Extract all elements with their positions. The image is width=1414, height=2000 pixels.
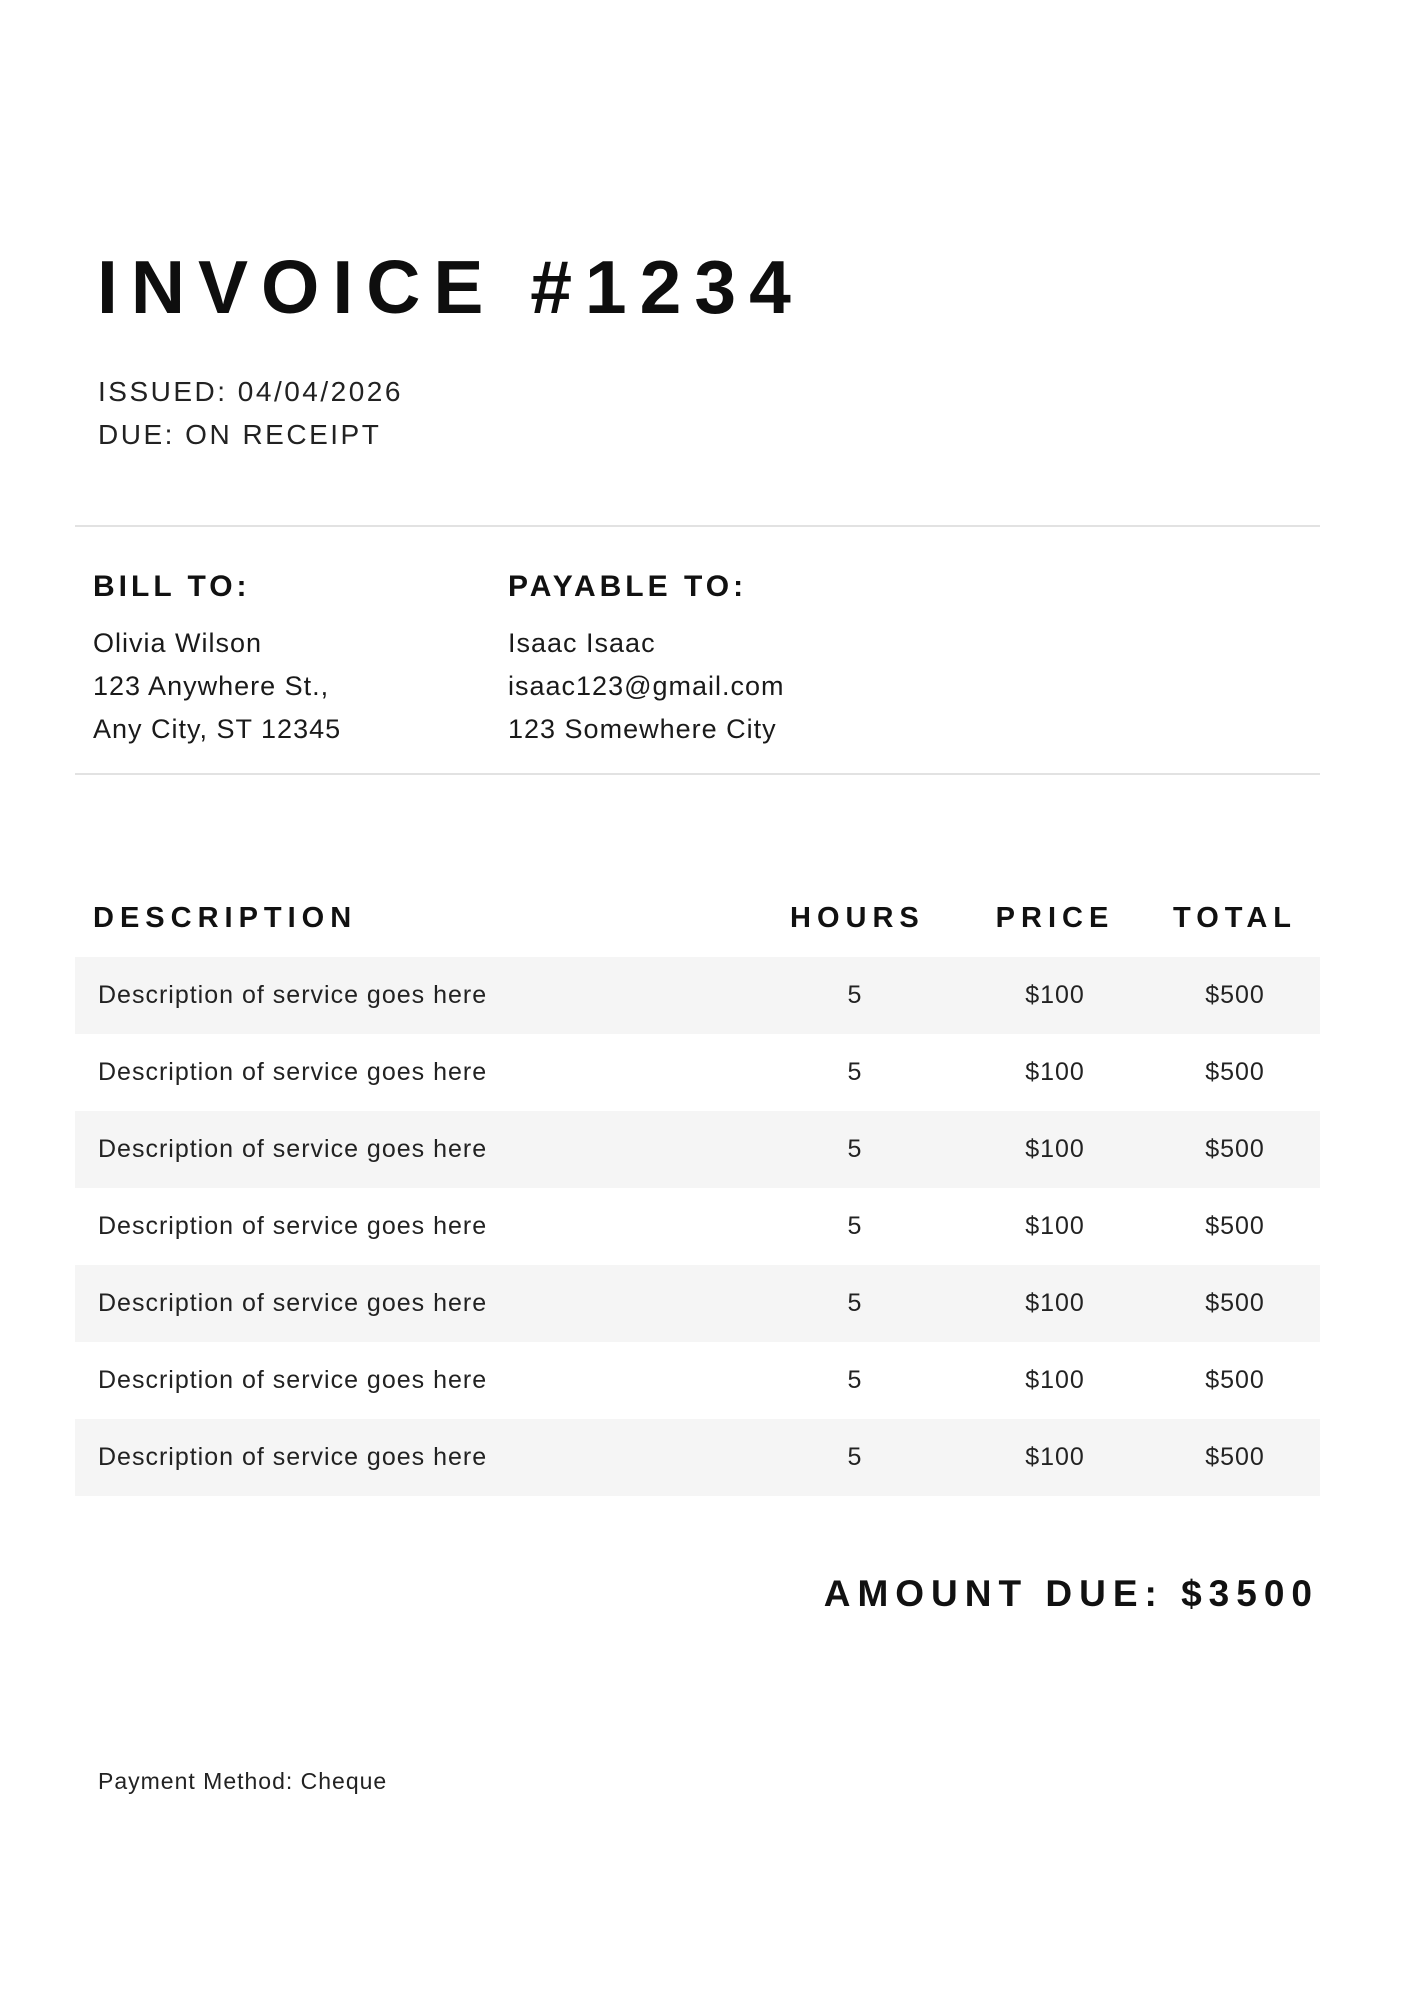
row-price: $100 [1025,1443,1085,1471]
row-hours: 5 [847,1058,863,1086]
payment-method: Payment Method: Cheque [98,1768,388,1794]
row-hours: 5 [847,981,863,1009]
row-total: $500 [1205,981,1265,1009]
row-hours: 5 [847,1366,863,1394]
row-price: $100 [1025,1289,1085,1317]
row-hours: 5 [847,1289,863,1317]
header-hours: HOURS [790,902,925,934]
header-total: TOTAL [1173,902,1297,934]
due-terms: DUE: ON RECEIPT [98,419,382,450]
invoice-title: INVOICE #1234 [97,245,804,329]
row-price: $100 [1025,981,1085,1009]
payable-to-name: Isaac Isaac [508,628,656,658]
amount-due: AMOUNT DUE: $3500 [823,1573,1319,1614]
table-row [75,1034,1320,1111]
table-row [75,957,1320,1034]
table-row [75,1111,1320,1188]
row-total: $500 [1205,1135,1265,1163]
row-description: Description of service goes here [98,1443,488,1471]
row-description: Description of service goes here [98,1135,488,1163]
row-price: $100 [1025,1058,1085,1086]
row-price: $100 [1025,1366,1085,1394]
row-price: $100 [1025,1135,1085,1163]
row-description: Description of service goes here [98,1212,488,1240]
payable-to-address: 123 Somewhere City [508,714,777,744]
row-total: $500 [1205,1443,1265,1471]
bill-to-street: 123 Anywhere St., [93,671,330,701]
row-description: Description of service goes here [98,1289,488,1317]
row-total: $500 [1205,1366,1265,1394]
table-row [75,1265,1320,1342]
header-description: DESCRIPTION [93,902,358,934]
row-description: Description of service goes here [98,981,488,1009]
row-total: $500 [1205,1212,1265,1240]
table-row [75,1342,1320,1419]
table-header [0,904,1414,944]
line-items-table [75,957,1320,1496]
row-hours: 5 [847,1135,863,1163]
divider-bottom [75,773,1320,775]
row-hours: 5 [847,1443,863,1471]
bill-to-name: Olivia Wilson [93,628,263,658]
row-total: $500 [1205,1058,1265,1086]
payable-to-email: isaac123@gmail.com [508,671,785,701]
payable-to-block [508,572,785,751]
divider-top [75,525,1320,527]
issued-date: ISSUED: 04/04/2026 [98,376,403,407]
row-description: Description of service goes here [98,1366,488,1394]
row-price: $100 [1025,1212,1085,1240]
bill-to-block [93,572,341,751]
header-price: PRICE [995,902,1115,934]
table-row [75,1188,1320,1265]
row-hours: 5 [847,1212,863,1240]
bill-to-heading: BILL TO: [93,570,251,603]
bill-to-city: Any City, ST 12345 [93,714,342,744]
row-description: Description of service goes here [98,1058,488,1086]
row-total: $500 [1205,1289,1265,1317]
table-row [75,1419,1320,1496]
payable-to-heading: PAYABLE TO: [508,570,748,603]
